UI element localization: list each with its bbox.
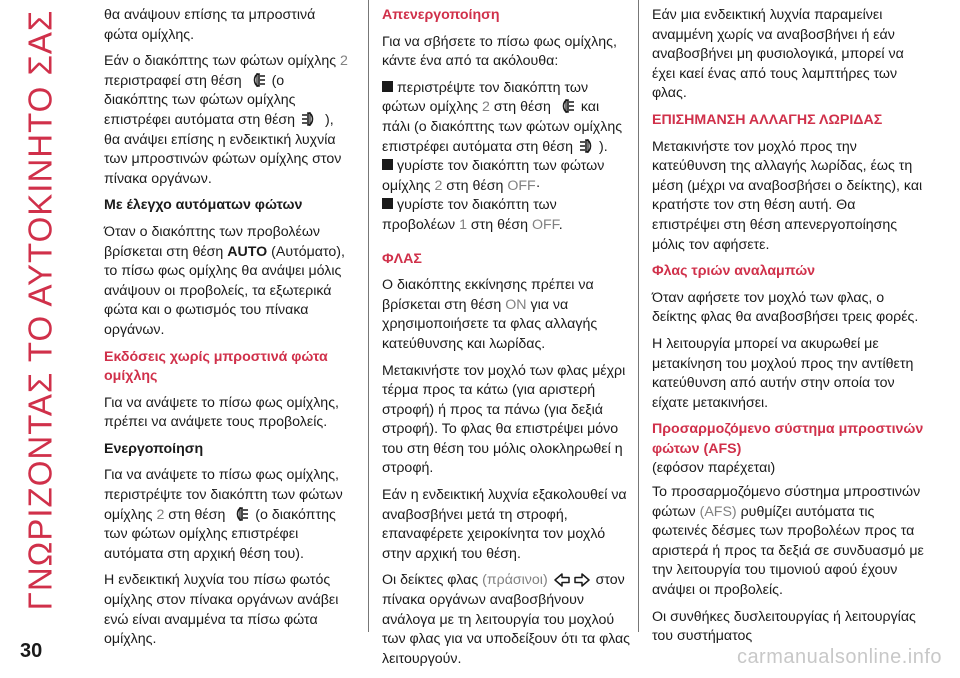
column-divider bbox=[638, 0, 639, 632]
column-3 bbox=[652, 6, 924, 654]
section-heading: Προσαρμοζόμενο σύστημα μπροστινών φώτων (AFS) bbox=[652, 421, 924, 457]
paragraph: Εάν ο διακόπτης των φώτων ομίχλης 2 περιστραφεί στη θέση (ο διακόπτης των φώτων ομίχλης επιστρέφει αυτόματα στη θέση ), θα ανάψει επίσης η ενδεικτική λυχνία των μπροστινών φώτων ομίχλης στον πίνακα οργάνων. bbox=[104, 53, 348, 187]
bullet-marker bbox=[382, 198, 393, 209]
paragraph: Για να σβήσετε το πίσω φως ομίχλης, κάντε ένα από τα ακόλουθα: bbox=[382, 33, 617, 70]
bullet-marker bbox=[382, 159, 393, 170]
bullet-item: γυρίστε τον διακόπτη των προβολέων 1 στη θέση OFF. bbox=[382, 197, 563, 233]
paragraph: Για να ανάψετε το πίσω φως ομίχλης, περιστρέψτε τον διακόπτη των φώτων ομίχλης 2 στη θέση (ο διακόπτης των φώτων ομίχλης επιστρέφει αυτόματα στη αρχική θέση του). bbox=[104, 467, 343, 562]
paragraph: Για να ανάψετε το πίσω φως ομίχλης, πρέπει να ανάψετε τους προβολείς. bbox=[104, 394, 339, 431]
paragraph: Εάν η ενδεικτική λυχνία εξακολουθεί να αναβοσβήνει μετά τη στροφή, επαναφέρετε χειροκίνητα τον μοχλό στην αρχική του θέση. bbox=[382, 487, 627, 562]
paragraph: Όταν ο διακόπτης των προβολέων βρίσκεται στη θέση AUTO (Αυτόματο), το πίσω φως ομίχλης θα ανάψει μόλις ανάψουν οι προβολείς, τα εξωτερικά φώτα και ο φωτισμός του πίνακα οργάνων. bbox=[104, 223, 345, 338]
section-subheading: (εφόσον παρέχεται) bbox=[652, 460, 776, 477]
bullet-item: γυρίστε τον διακόπτη των φώτων ομίχλης 2 στη θέση OFF· bbox=[382, 158, 605, 194]
front-fog-light-icon bbox=[579, 138, 597, 154]
bullet-marker bbox=[382, 81, 393, 92]
section-heading: Φλας τριών αναλαμπών bbox=[652, 263, 816, 280]
section-heading: ΦΛΑΣ bbox=[382, 250, 422, 267]
chapter-side-tab bbox=[0, 0, 80, 620]
rear-fog-light-icon bbox=[557, 98, 575, 114]
section-heading: Απενεργοποίηση bbox=[382, 7, 500, 23]
column-1 bbox=[104, 6, 352, 657]
section-heading: Εκδόσεις χωρίς μπροστινά φώτα ομίχλης bbox=[104, 348, 328, 385]
section-heading: ΕΠΙΣΗΜΑΝΣΗ ΑΛΛΑΓΗΣ ΛΩΡΙΔΑΣ bbox=[652, 111, 883, 128]
rear-fog-light-icon bbox=[231, 506, 249, 522]
paragraph: Η λειτουργία μπορεί να ακυρωθεί με μετακίνηση του μοχλού προς την αντίθετη κατεύθυνση από αυτήν στην οποία τον είχατε μετακινήσει. bbox=[652, 335, 914, 411]
rear-fog-light-icon bbox=[248, 72, 266, 88]
section-heading: Ενεργοποίηση bbox=[104, 440, 204, 457]
turn-signal-arrows-icon bbox=[554, 573, 590, 587]
page-number: 30 bbox=[20, 640, 43, 662]
paragraph: Το προσαρμοζόμενο σύστημα μπροστινών φώτων (AFS) ρυθμίζει αυτόματα τις φωτεινές δέσμες των προβολέων προς τα αριστερά ή προς τα δεξιά σε συνδυασμό με την λειτουργία του τιμονιού αφού έχουν ανάψει οι προβολείς. bbox=[652, 484, 924, 599]
bullet-item: περιστρέψτε τον διακόπτη των φώτων ομίχλης 2 στη θέση και πάλι (ο διακόπτης των φώτων ομίχλης επιστρέφει αυτόματα στη θέση ). bbox=[382, 79, 623, 155]
watermark: carmanualsonline.info bbox=[736, 646, 942, 668]
paragraph: θα ανάψουν επίσης τα μπροστινά φώτα ομίχλης. bbox=[104, 7, 316, 43]
paragraph: Οι συνθήκες δυσλειτουργίας ή λειτουργίας του συστήματος bbox=[652, 608, 916, 645]
paragraph: Ο διακόπτης εκκίνησης πρέπει να βρίσκεται στη θέση ON για να χρησιμοποιήσετε τα φλας αλλαγής κατεύθυνσης και λωρίδας. bbox=[382, 277, 598, 352]
column-divider bbox=[368, 0, 369, 632]
paragraph: Εάν μια ενδεικτική λυχνία παραμείνει αναμμένη χωρίς να αναβοσβήνει ή εάν αναβοσβήνει μη φυσιολογικά, μπορεί να έχει καεί ένας από τους λαμπτήρες των φλας. bbox=[652, 7, 904, 102]
paragraph: Όταν αφήσετε τον μοχλό των φλας, ο δείκτης φλας θα αναβοσβήσει τρεις φορές. bbox=[652, 289, 919, 326]
paragraph: Οι δείκτες φλας (πράσινοι) στον πίνακα οργάνων αναβοσβήνουν ανάλογα με τη λειτουργία του μοχλού των φλας για να υποδείξουν ότι τα φλας λειτουργούν. bbox=[382, 572, 630, 667]
chapter-title: ΓΝΩΡΙΖΟΝΤΑΣ ΤΟ ΑΥΤΟΚΙΝΗΤΟ ΣΑΣ bbox=[21, 9, 59, 611]
column-2 bbox=[382, 6, 630, 676]
paragraph: Μετακινήστε τον μοχλό των φλας μέχρι τέρμα προς τα κάτω (για αριστερή στροφή) ή προς τα πάνω (για δεξιά στροφή). Το φλας θα επιστρέψει μόνο του στη θέση του μόλις ολοκληρωθεί η στροφή. bbox=[382, 362, 626, 477]
section-heading: Με έλεγχο αυτόματων φώτων bbox=[104, 197, 303, 214]
paragraph: Μετακινήστε τον μοχλό προς την κατεύθυνση της αλλαγής λωρίδας, έως τη μέση (μέχρι να αναβοσβήσει ο δείκτης), και κρατήστε τον στη θέση αυτή. Θα επιστρέψει στη θέση απενεργοποίησης μόλις τον αφήσετε. bbox=[652, 138, 923, 253]
front-fog-light-icon bbox=[301, 111, 319, 127]
paragraph: Η ενδεικτική λυχνία του πίσω φωτός ομίχλης στον πίνακα οργάνων ανάβει ενώ είναι αναμμένα τα πίσω φώτα ομίχλης. bbox=[104, 572, 339, 648]
